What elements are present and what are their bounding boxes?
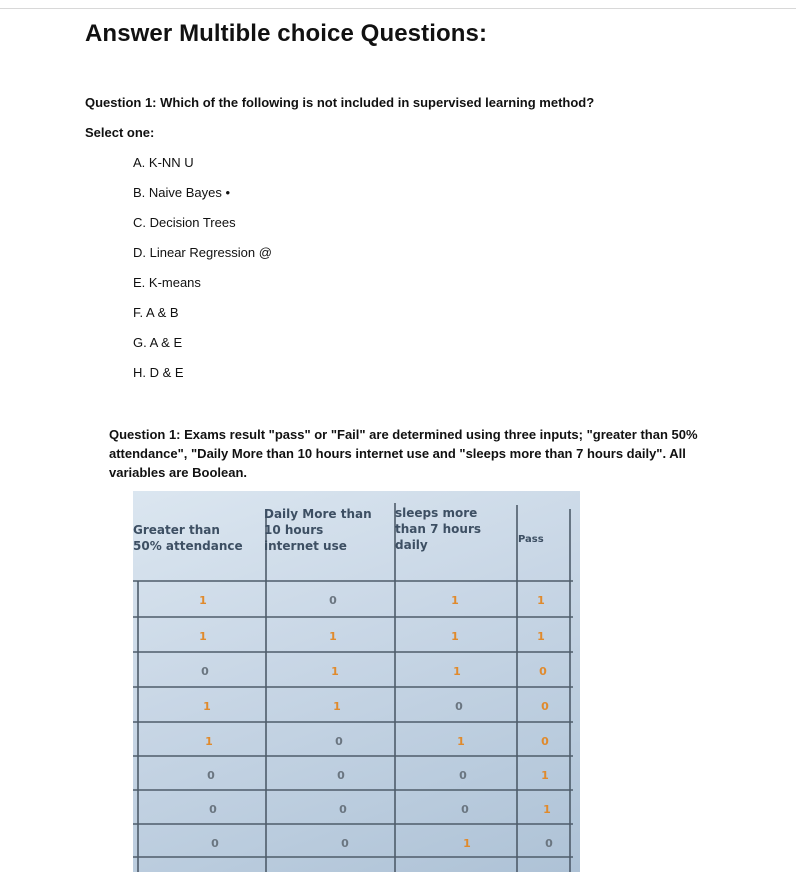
cell-r5-c4: 0 bbox=[541, 735, 549, 748]
cell-r5-c3: 1 bbox=[457, 735, 465, 748]
header-internet-use: Daily More than 10 hours internet use bbox=[264, 507, 372, 553]
cell-r4-c4: 0 bbox=[541, 700, 549, 713]
cell-r7-c3: 0 bbox=[461, 803, 469, 816]
cell-r6-c1: 0 bbox=[207, 769, 215, 782]
question-1-text: Question 1: Which of the following is not included in supervised learning method? bbox=[85, 95, 595, 110]
truth-table-photo bbox=[133, 491, 580, 872]
cell-r8-c4: 0 bbox=[545, 837, 553, 850]
cell-r1-c1: 1 bbox=[199, 594, 207, 607]
cell-r6-c4: 1 bbox=[541, 769, 549, 782]
cell-r7-c2: 0 bbox=[339, 803, 347, 816]
cell-r8-c2: 0 bbox=[341, 837, 349, 850]
cell-r3-c2: 1 bbox=[331, 665, 339, 678]
cell-r6-c2: 0 bbox=[337, 769, 345, 782]
question-2-text: Question 1: Exams result "pass" or "Fail" are determined using three inputs; "greater than 50% attendance", "Daily More than 10 hours internet use and "sleeps more than 7 hours daily". All variables are Boolean. bbox=[109, 427, 698, 480]
cell-r1-c2: 0 bbox=[329, 594, 337, 607]
header-sleep: sleeps more than 7 hours daily bbox=[395, 506, 482, 552]
cell-r4-c1: 1 bbox=[203, 700, 211, 713]
cell-r7-c1: 0 bbox=[209, 803, 217, 816]
header-attendance: Greater than 50% attendance bbox=[133, 523, 243, 553]
cell-r4-c3: 0 bbox=[455, 700, 463, 713]
option-g[interactable]: G. A & E bbox=[133, 335, 183, 350]
option-b[interactable]: B. Naive Bayes • bbox=[133, 185, 231, 200]
cell-r8-c3: 1 bbox=[463, 837, 471, 850]
page-title: Answer Multible choice Questions: bbox=[85, 20, 488, 47]
header-pass: Pass bbox=[518, 534, 544, 545]
cell-r2-c2: 1 bbox=[329, 630, 337, 643]
option-c[interactable]: C. Decision Trees bbox=[133, 215, 236, 230]
option-h[interactable]: H. D & E bbox=[133, 365, 184, 380]
cell-r5-c2: 0 bbox=[335, 735, 343, 748]
cell-r4-c2: 1 bbox=[333, 700, 341, 713]
cell-r1-c4: 1 bbox=[537, 594, 545, 607]
cell-r5-c1: 1 bbox=[205, 735, 213, 748]
option-e[interactable]: E. K-means bbox=[133, 275, 201, 290]
cell-r3-c4: 0 bbox=[539, 665, 547, 678]
cell-r3-c3: 1 bbox=[453, 665, 461, 678]
cell-r2-c4: 1 bbox=[537, 630, 545, 643]
top-divider bbox=[0, 8, 796, 9]
cell-r1-c3: 1 bbox=[451, 594, 459, 607]
option-d[interactable]: D. Linear Regression @ bbox=[133, 245, 272, 260]
cell-r3-c1: 0 bbox=[201, 665, 209, 678]
cell-r2-c1: 1 bbox=[199, 630, 207, 643]
cell-r7-c4: 1 bbox=[543, 803, 551, 816]
cell-r2-c3: 1 bbox=[451, 630, 459, 643]
cell-r8-c1: 0 bbox=[211, 837, 219, 850]
select-one-label: Select one: bbox=[85, 125, 155, 140]
option-f[interactable]: F. A & B bbox=[133, 305, 179, 320]
cell-r6-c3: 0 bbox=[459, 769, 467, 782]
answer-options bbox=[133, 155, 272, 395]
option-a[interactable]: A. K-NN U bbox=[133, 155, 194, 170]
